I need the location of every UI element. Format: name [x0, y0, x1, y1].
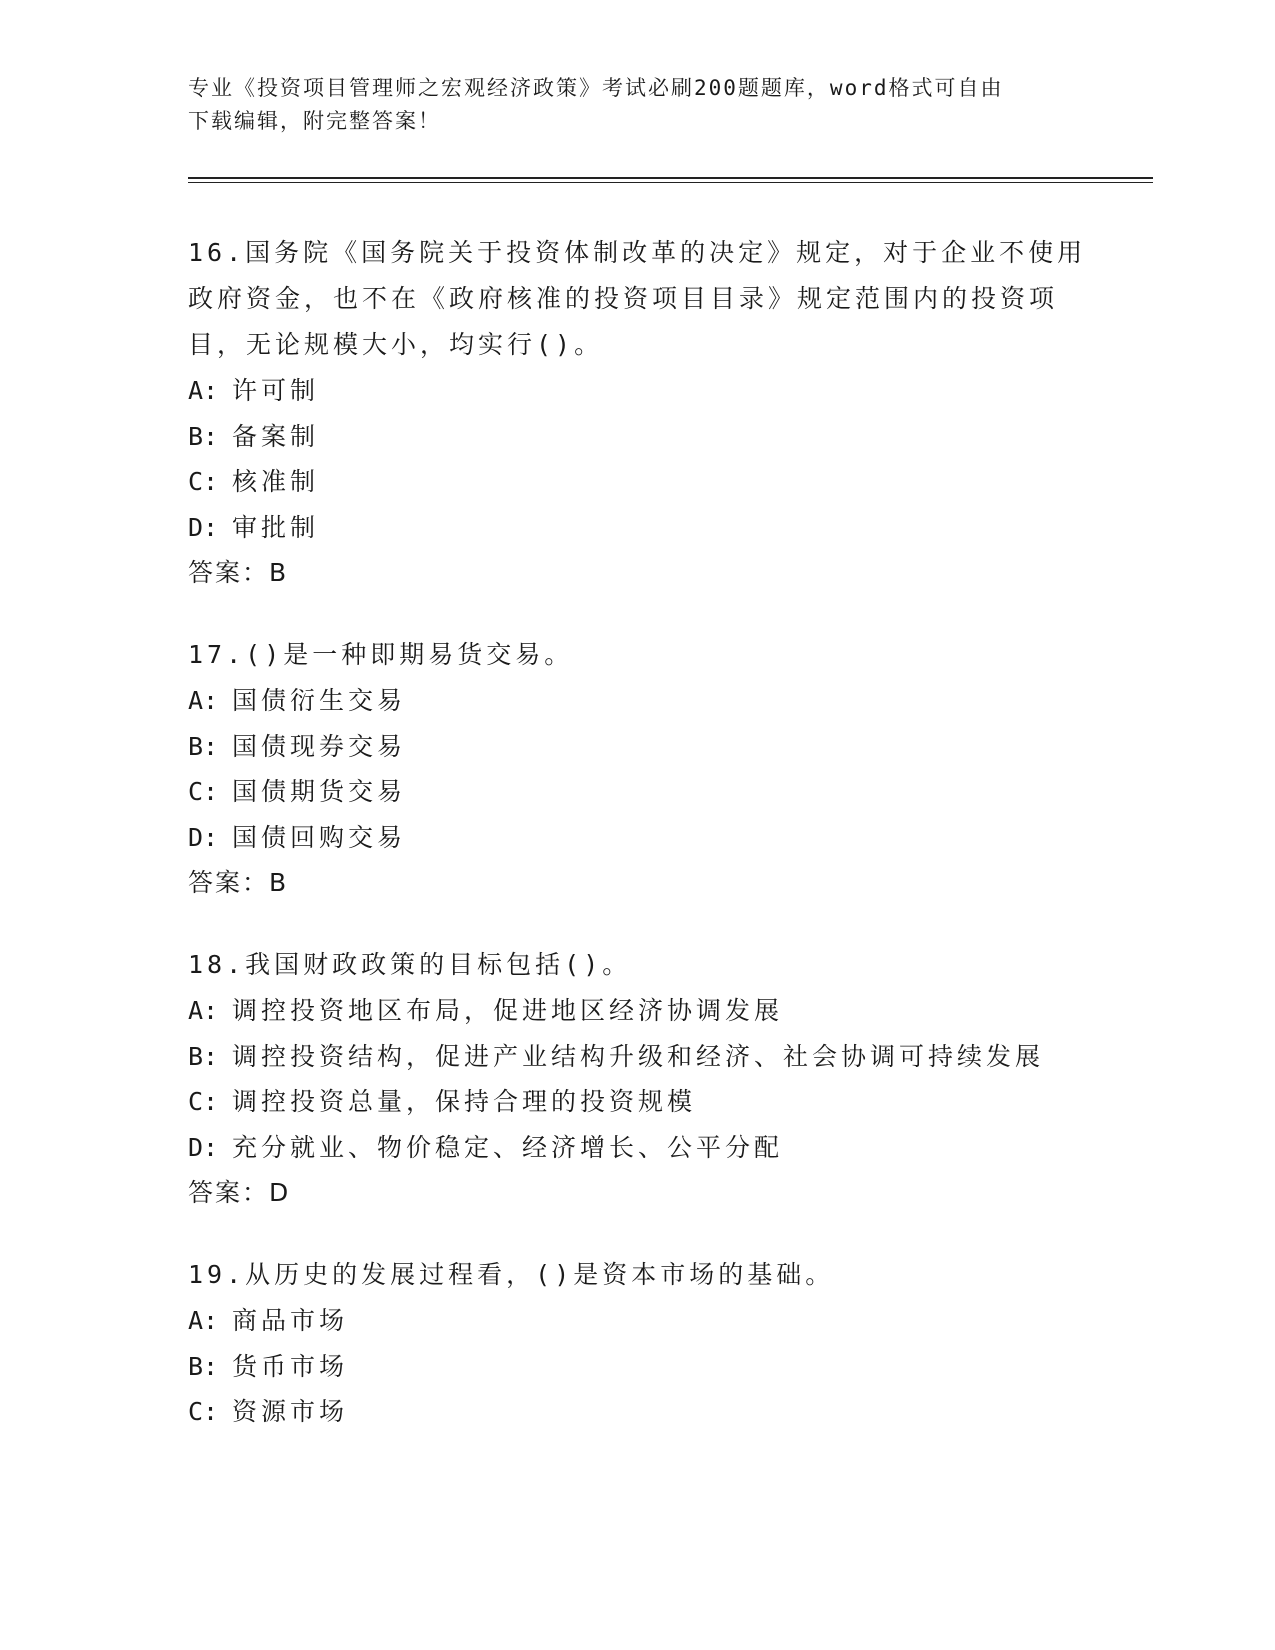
option-letter: B: [188, 1351, 219, 1381]
answer-option [188, 724, 1088, 770]
header-line-2: 下载编辑，附完整答案！ [188, 109, 441, 133]
option-letter: C: [188, 467, 219, 496]
answer-option [188, 678, 1088, 724]
option-letter: A: [188, 996, 219, 1025]
question-block [188, 632, 1088, 906]
option-text: 国债期货交易 [232, 777, 407, 806]
answer-option [188, 1034, 1088, 1080]
question-list [188, 230, 1088, 1471]
option-letter: C: [188, 1087, 219, 1116]
option-text: 货币市场 [232, 1351, 349, 1381]
answer-option [188, 769, 1088, 815]
option-text: 资源市场 [232, 1397, 349, 1426]
option-text: 审批制 [232, 512, 320, 542]
option-letter: D: [188, 512, 219, 542]
answer-key: 答案：B [188, 868, 289, 897]
option-letter: D: [188, 822, 219, 852]
option-letter: B: [188, 421, 219, 451]
option-text: 商品市场 [232, 1306, 349, 1335]
option-text: 国债现券交易 [232, 731, 407, 761]
answer-option [188, 988, 1088, 1034]
option-text: 调控投资地区布局，促进地区经济协调发展 [232, 996, 784, 1025]
option-text: 核准制 [232, 467, 320, 496]
question-block [188, 230, 1088, 596]
question-stem: 16.国务院《国务院关于投资体制改革的决定》规定，对于企业不使用政府资金，也不在《政府核准的投资项目目录》规定范围内的投资项目，无论规模大小，均实行()。 [188, 238, 1087, 359]
answer-option [188, 459, 1088, 505]
question-stem: 19.从历史的发展过程看，()是资本市场的基础。 [188, 1260, 835, 1289]
header-line-1: 专业《投资项目管理师之宏观经济政策》考试必刷200题题库，word格式可自由 [188, 76, 1004, 100]
option-letter: A: [188, 686, 219, 715]
question-block [188, 1252, 1088, 1435]
option-letter: D: [188, 1132, 219, 1162]
option-text: 备案制 [232, 421, 320, 451]
question-stem: 18.我国财政政策的目标包括()。 [188, 950, 632, 979]
option-letter: B: [188, 1041, 219, 1071]
option-text: 调控投资结构，促进产业结构升级和经济、社会协调可持续发展 [232, 1041, 1045, 1071]
option-letter: C: [188, 777, 219, 806]
option-letter: A: [188, 1306, 219, 1335]
answer-option [188, 368, 1088, 414]
answer-option [188, 1344, 1088, 1390]
option-text: 调控投资总量，保持合理的投资规模 [232, 1087, 697, 1116]
answer-key: 答案：D [188, 1178, 291, 1207]
option-letter: A: [188, 376, 219, 405]
answer-option [188, 815, 1088, 861]
answer-option [188, 1389, 1088, 1435]
question-stem: 17.()是一种即期易货交易。 [188, 640, 574, 669]
option-letter: B: [188, 731, 219, 761]
question-block [188, 942, 1088, 1216]
option-text: 充分就业、物价稳定、经济增长、公平分配 [232, 1132, 784, 1162]
option-text: 许可制 [232, 376, 320, 405]
answer-key: 答案：B [188, 558, 289, 587]
answer-option [188, 414, 1088, 460]
header-divider [188, 177, 1153, 183]
answer-option [188, 505, 1088, 551]
answer-option [188, 1079, 1088, 1125]
option-letter: C: [188, 1397, 219, 1426]
option-text: 国债回购交易 [232, 822, 407, 852]
option-text: 国债衍生交易 [232, 686, 407, 715]
answer-option [188, 1125, 1088, 1171]
document-header [188, 72, 1088, 138]
answer-option [188, 1298, 1088, 1344]
